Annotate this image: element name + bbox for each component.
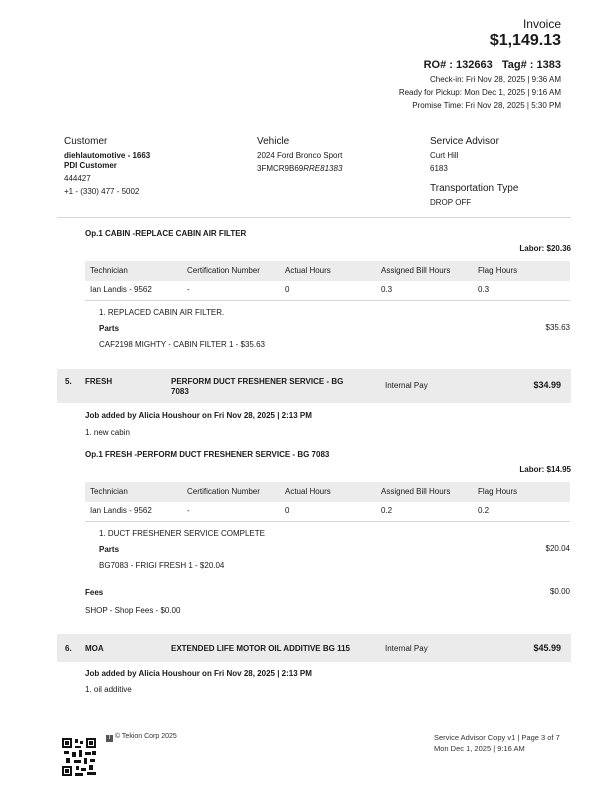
op-cabin-labor: Labor: $20.36 bbox=[519, 244, 571, 253]
tag-number: Tag# : 1383 bbox=[501, 59, 561, 71]
cell-certification: - bbox=[187, 285, 190, 294]
op-cabin-table-header bbox=[85, 261, 570, 281]
job-6-amount: $45.99 bbox=[533, 643, 561, 653]
advisor-heading: Service Advisor bbox=[430, 136, 499, 147]
row-divider bbox=[85, 300, 570, 301]
cell-certification: - bbox=[187, 506, 190, 515]
op-cabin-note: 1. REPLACED CABIN AIR FILTER. bbox=[99, 308, 225, 317]
row-divider bbox=[85, 521, 570, 522]
op-fresh-note: 1. DUCT FRESHENER SERVICE COMPLETE bbox=[99, 529, 265, 538]
fees-total: $0.00 bbox=[549, 587, 570, 596]
col-flag-hours: Flag Hours bbox=[478, 487, 518, 496]
col-actual-hours: Actual Hours bbox=[285, 266, 331, 275]
cell-technician: Ian Landis - 9562 bbox=[90, 506, 152, 515]
ro-tag-line bbox=[424, 59, 561, 71]
cell-assigned-hours: 0.3 bbox=[381, 285, 393, 294]
customer-type: PDI Customer bbox=[64, 161, 117, 170]
op-fresh-parts-total: $20.04 bbox=[545, 544, 570, 553]
customer-heading: Customer bbox=[64, 136, 108, 147]
op-cabin-parts-label: Parts bbox=[99, 324, 120, 333]
tekion-logo-icon: T bbox=[107, 735, 112, 741]
copyright-line bbox=[106, 733, 177, 742]
job-5-complaint: 1. new cabin bbox=[85, 428, 130, 437]
cell-actual-hours: 0 bbox=[285, 285, 290, 294]
qr-code-icon bbox=[62, 738, 96, 776]
table-row bbox=[85, 502, 570, 520]
copyright-text: © Tekion Corp 2025 bbox=[114, 733, 177, 740]
op-fresh-labor: Labor: $14.95 bbox=[519, 465, 571, 474]
op-fresh-title: Op.1 FRESH -PERFORM DUCT FRESHENER SERVICE - BG 7083 bbox=[85, 450, 330, 459]
job-5-amount: $34.99 bbox=[533, 380, 561, 390]
cell-flag-hours: 0.3 bbox=[478, 285, 490, 294]
cell-flag-hours: 0.2 bbox=[478, 506, 490, 515]
vehicle-heading: Vehicle bbox=[257, 136, 290, 147]
col-flag-hours: Flag Hours bbox=[478, 266, 518, 275]
op-cabin-parts-total: $35.63 bbox=[545, 323, 570, 332]
fees-label: Fees bbox=[85, 588, 104, 597]
ready-time: Ready for Pickup: Mon Dec 1, 2025 | 9:16 AM bbox=[398, 88, 561, 97]
op-cabin-title bbox=[85, 229, 246, 238]
invoice-total: $1,149.13 bbox=[489, 32, 561, 49]
cell-actual-hours: 0 bbox=[285, 506, 290, 515]
transport-value: DROP OFF bbox=[430, 198, 472, 207]
table-row bbox=[85, 281, 570, 299]
checkin-time: Check-in: Fri Nov 28, 2025 | 9:36 AM bbox=[429, 75, 561, 84]
job-6-added-by: Job added by Alicia Houshour on Fri Nov 28, 2025 | 2:13 PM bbox=[85, 669, 312, 678]
vin-prefix: 3FMCR9B69 bbox=[257, 164, 304, 173]
customer-phone: +1 - (330) 477 - 5002 bbox=[64, 187, 140, 196]
promise-time: Promise Time: Fri Nov 28, 2025 | 5:30 PM bbox=[412, 101, 561, 110]
job-5-code: FRESH bbox=[85, 377, 113, 386]
vin-suffix: RRE81383 bbox=[303, 164, 343, 173]
job-5-added-by: Job added by Alicia Houshour on Fri Nov 28, 2025 | 2:13 PM bbox=[85, 411, 312, 420]
col-technician: Technician bbox=[90, 487, 128, 496]
print-date: Mon Dec 1, 2025 | 9:16 AM bbox=[434, 744, 525, 753]
job-6-description: EXTENDED LIFE MOTOR OIL ADDITIVE BG 115 bbox=[171, 644, 350, 653]
col-assigned-hours: Assigned Bill Hours bbox=[381, 266, 451, 275]
advisor-id: 6183 bbox=[430, 164, 448, 173]
job-5-pay-type: Internal Pay bbox=[385, 381, 428, 390]
job-5-description: PERFORM DUCT FRESHENER SERVICE - BG 7083 bbox=[171, 377, 344, 396]
fee-line: SHOP - Shop Fees - $0.00 bbox=[85, 606, 181, 615]
col-actual-hours: Actual Hours bbox=[285, 487, 331, 496]
advisor-name: Curt Hill bbox=[430, 151, 459, 160]
job-6-header bbox=[57, 634, 571, 662]
op-fresh-table-header bbox=[85, 482, 570, 502]
op-fresh-parts-label: Parts bbox=[99, 545, 120, 554]
job-6-code: MOA bbox=[85, 644, 104, 653]
col-technician: Technician bbox=[90, 266, 128, 275]
job-6-complaint: 1. oil additive bbox=[85, 685, 132, 694]
col-certification: Certification Number bbox=[187, 487, 260, 496]
op-fresh-part-line: BG7083 - FRIGI FRESH 1 - $20.04 bbox=[99, 561, 225, 570]
op-cabin-part-line: CAF2198 MIGHTY - CABIN FILTER 1 - $35.63 bbox=[99, 340, 265, 349]
op-cabin-title-text: Op.1 CABIN -REPLACE CABIN AIR FILTER bbox=[85, 229, 247, 238]
job-6-number: 6. bbox=[65, 644, 72, 653]
cell-assigned-hours: 0.2 bbox=[381, 506, 393, 515]
ro-number: RO# : 132663 bbox=[423, 59, 493, 71]
cell-technician: Ian Landis - 9562 bbox=[90, 285, 152, 294]
customer-number: 444427 bbox=[64, 174, 91, 183]
col-assigned-hours: Assigned Bill Hours bbox=[381, 487, 451, 496]
job-6-pay-type: Internal Pay bbox=[385, 644, 428, 653]
section-divider bbox=[57, 217, 571, 218]
document-title: Invoice bbox=[522, 17, 561, 31]
job-5-header bbox=[57, 369, 571, 403]
transport-heading: Transportation Type bbox=[430, 183, 519, 194]
vehicle-model: 2024 Ford Bronco Sport bbox=[257, 151, 343, 160]
col-certification: Certification Number bbox=[187, 266, 260, 275]
job-5-number: 5. bbox=[65, 377, 72, 386]
vehicle-vin bbox=[257, 164, 342, 173]
copy-info: Service Advisor Copy v1 | Page 3 of 7 bbox=[434, 733, 560, 742]
customer-name: diehlautomotive - 1663 bbox=[64, 151, 151, 160]
